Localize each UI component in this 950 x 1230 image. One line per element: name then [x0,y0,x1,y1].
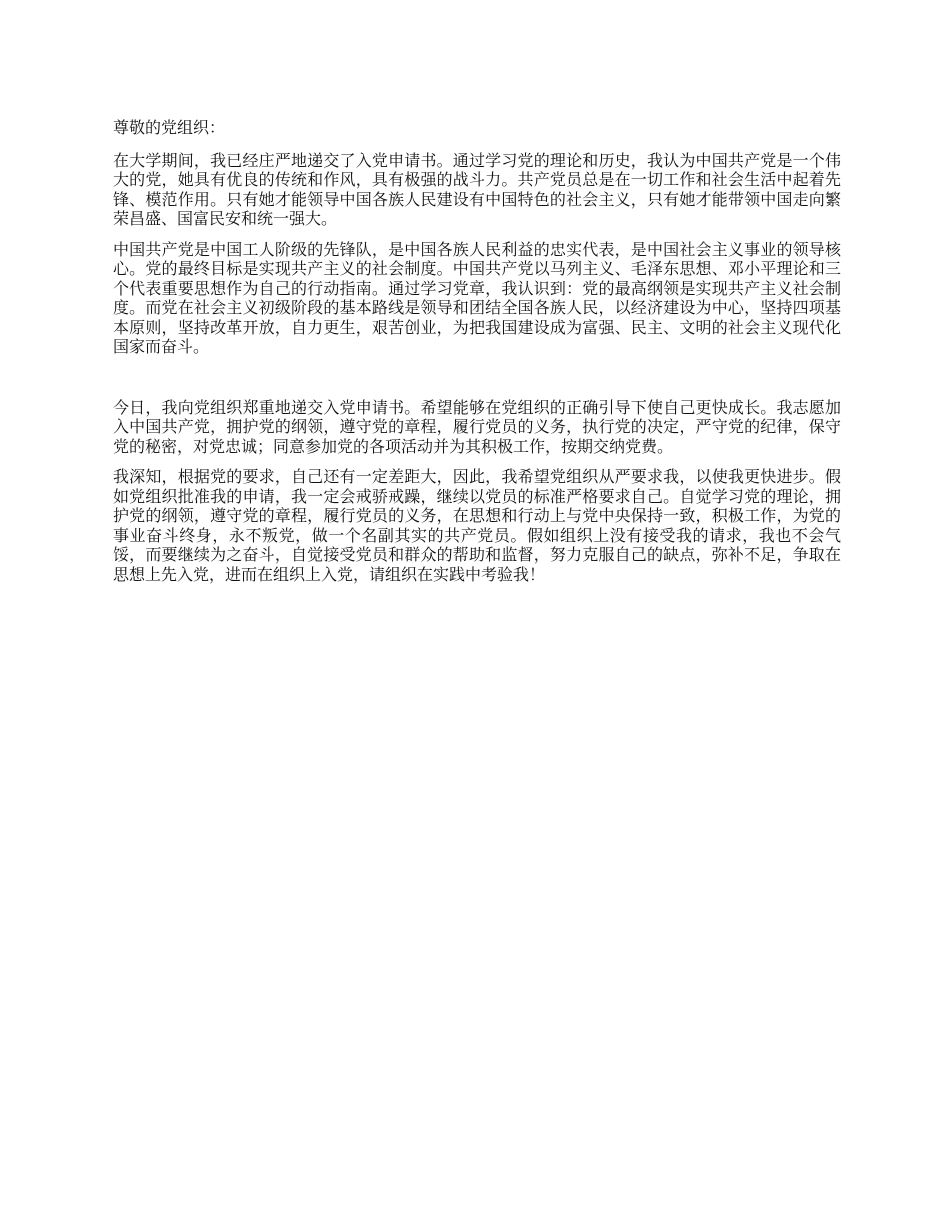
paragraph-2: 中国共产党是中国工人阶级的先锋队，是中国各族人民利益的忠实代表，是中国社会主义事业的领导核心。党的最终目标是实现共产主义的社会制度。中国共产党以马列主义、毛泽东思想、邓小平理论和三个代表重要思想作为自己的行动指南。通过学习党章，我认识到：党的最高纲领是实现共产主义社会制度。而党在社会主义初级阶段的基本路线是领导和团结全国各族人民，以经济建设为中心，坚持四项基本原则，坚持改革开放，自力更生，艰苦创业，为把我国建设成为富强、民主、文明的社会主义现代化国家而奋斗。 [113,239,841,356]
salutation: 尊敬的党组织： [113,118,226,137]
paragraph-gap [113,368,841,398]
letter-body [113,118,841,595]
paragraph-3: 今日，我向党组织郑重地递交入党申请书。希望能够在党组织的正确引导下使自己更快成长。我志愿加入中国共产党，拥护党的纲领，遵守党的章程，履行党员的义务，执行党的决定，严守党的纪律，保守党的秘密，对党忠诚；同意参加党的各项活动并为其积极工作，按期交纳党费。 [113,397,841,456]
paragraph-4: 我深知，根据党的要求，自己还有一定差距大，因此，我希望党组织从严要求我，以使我更快进步。假如党组织批准我的申请，我一定会戒骄戒躁，继续以党员的标准严格要求自己。自觉学习党的理论，拥护党的纲领，遵守党的章程，履行党员的义务，在思想和行动上与党中央保持一致，积极工作，为党的事业奋斗终身，永不叛党，做一个名副其实的共产党员。假如组织上没有接受我的请求，我也不会气馁，而要继续为之奋斗，自觉接受党员和群众的帮助和监督，努力克服自己的缺点，弥补不足，争取在思想上先入党，进而在组织上入党，请组织在实践中考验我！ [113,467,841,584]
paragraph-1: 在大学期间，我已经庄严地递交了入党申请书。通过学习党的理论和历史，我认为中国共产党是一个伟大的党，她具有优良的传统和作风，具有极强的战斗力。共产党员总是在一切工作和社会生活中起着先锋、模范作用。只有她才能领导中国各族人民建设有中国特色的社会主义，只有她才能带领中国走向繁荣昌盛、国富民安和统一强大。 [113,150,841,228]
